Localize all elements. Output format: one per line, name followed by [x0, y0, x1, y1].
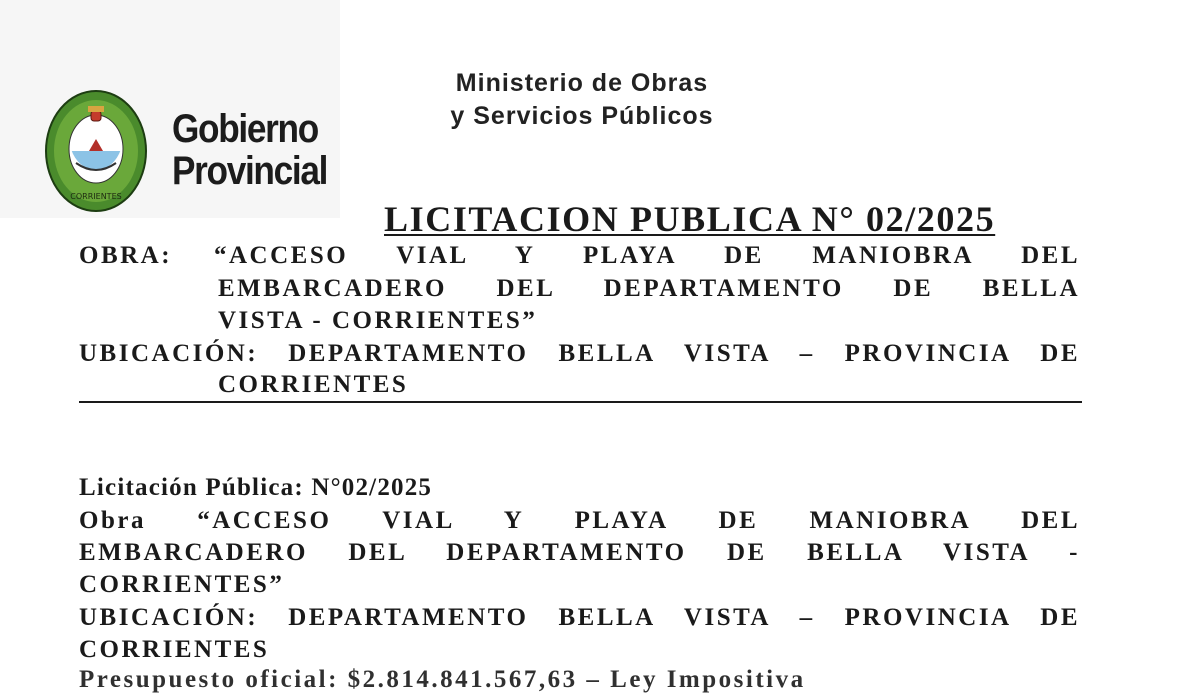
document-title: LICITACION PUBLICA N° 02/2025: [384, 199, 996, 239]
ministry-line2: y Servicios Públicos: [450, 102, 714, 130]
gov-name-line1: Gobierno: [172, 107, 318, 151]
gov-name-line2: Provincial: [172, 149, 328, 193]
obra-line-1: “ACCESO VIAL Y PLAYA DE MANIOBRA DEL: [214, 242, 1080, 269]
body-ubicacion-line-2: CORRIENTES: [79, 636, 270, 663]
header-divider: [79, 401, 1082, 403]
presupuesto-line-cropped: Presupuesto oficial: $2.814.841.567,63 – Ley Impositiva: [79, 666, 806, 693]
body-obra-line-1: Obra “ACCESO VIAL Y PLAYA DE MANIOBRA DEL: [79, 507, 1080, 534]
svg-text:CORRIENTES: CORRIENTES: [70, 192, 122, 201]
ministry-name: [412, 67, 752, 133]
ministry-line1: Ministerio de Obras: [455, 69, 709, 97]
ubicacion-line-2: CORRIENTES: [218, 371, 409, 398]
licitacion-line: Licitación Pública: N°02/2025: [79, 474, 433, 501]
obra-label: OBRA:: [79, 242, 173, 269]
obra-line-3: VISTA - CORRIENTES”: [218, 307, 538, 334]
corrientes-seal-icon: [44, 89, 148, 213]
government-name: [172, 108, 327, 192]
body-ubicacion-line-1: UBICACIÓN: DEPARTAMENTO BELLA VISTA – PROVINCIA DE: [79, 604, 1080, 631]
ubicacion-line-1: UBICACIÓN: DEPARTAMENTO BELLA VISTA – PROVINCIA DE: [79, 340, 1080, 367]
body-obra-line-2: EMBARCADERO DEL DEPARTAMENTO DE BELLA VISTA -: [79, 539, 1080, 566]
obra-line-2: EMBARCADERO DEL DEPARTAMENTO DE BELLA: [218, 275, 1080, 302]
body-obra-line-3: CORRIENTES”: [79, 571, 285, 598]
